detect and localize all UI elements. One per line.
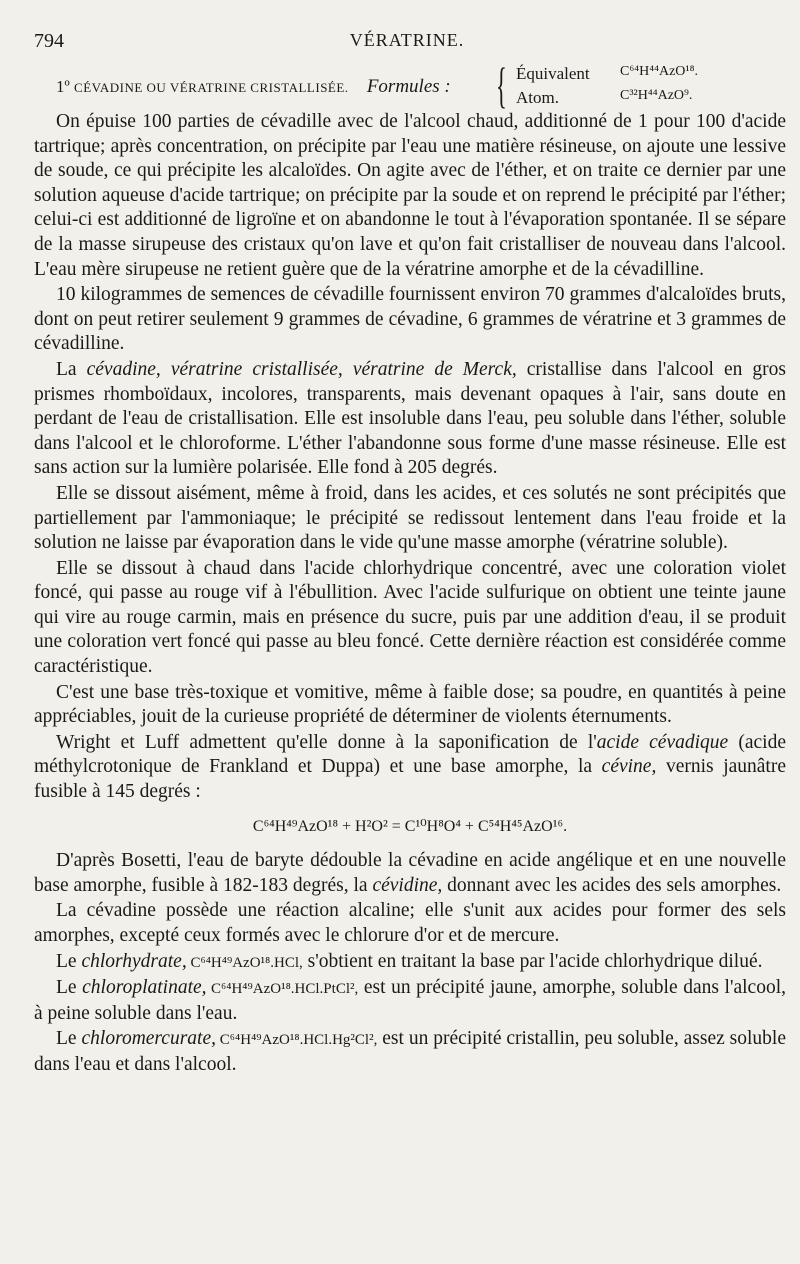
- section-name: CÉVADINE OU VÉRATRINE CRISTALLISÉE.: [74, 80, 349, 95]
- formulas-label: Formules :: [366, 76, 451, 97]
- formula-label: Équivalent: [516, 64, 590, 83]
- body-text: [34, 110, 786, 1079]
- section-title: [56, 76, 451, 98]
- formula-value: C³²H⁴⁴AzO⁹.: [620, 88, 693, 103]
- section-number: 1º: [56, 77, 70, 96]
- paragraph-solubility: Elle se dissout aisément, même à froid, dans les acides, et ces solutés ne sont précipités que partiellement par l'ammoniaque; le précipité se redissout lentement dans l'eau froide et la solution ne laisse par évaporation dans le vide qu'une masse amorphe (vératrine soluble).: [34, 482, 786, 554]
- paragraph-yield: 10 kilogrammes de semences de cévadille fournissent environ 70 grammes d'alcaloïdes bruts, dont on peut retirer seulement 9 grammes de cévadine, 6 grammes de vératrine et 3 grammes de cévadilline.: [34, 284, 786, 355]
- paragraph-salts: La cévadine possède une réaction alcaline; elle s'unit aux acides pour former des sels amorphes, excepté ceux formés avec le chlorure d'or et de mercure.: [34, 900, 786, 946]
- paragraph-chlorhydrate: Le chlorhydrate, C⁶⁴H⁴⁹AzO¹⁸.HCl, s'obtient en traitant la base par l'acide chlorhydrique dilué.: [56, 950, 763, 972]
- formula-equivalent: [516, 64, 698, 84]
- paragraph-bosetti: D'après Bosetti, l'eau de baryte dédouble la cévadine en acide angélique et en une nouvelle base amorphe, fusible à 182-183 degrés, la cévidine, donnant avec les acides des sels amorphes.: [34, 850, 786, 896]
- formula-atomic: [516, 88, 693, 108]
- brace-symbol: {: [496, 57, 507, 113]
- chemical-equation: C⁶⁴H⁴⁹AzO¹⁸ + H²O² = C¹⁰H⁸O⁴ + C⁵⁴H⁴⁵AzO¹⁶.: [252, 817, 568, 835]
- paragraph-extraction: On épuise 100 parties de cévadille avec de l'alcool chaud, additionné de 1 pour 100 d'acide tartrique; après concentration, on précipite par l'eau une matière résineuse, on ajoute une lessive de soude, ce qui précipite les alcaloïdes. On agite avec de l'éther, et on traite ce dernier par une solution aqueuse d'acide tartrique; on précipite par la soude et on reprend le précipité par l'éther; celui-ci est additionné de ligroïne et on abandonne le tout à l'évaporation spontanée. Il se sépare de la masse sirupeuse des cristaux qu'on lave et qu'on fait cristalliser de nouveau dans l'alcool. L'eau mère sirupeuse ne retient guère que de la vératrine amorphe et de la cévadilline.: [34, 111, 786, 280]
- page-header: [34, 30, 780, 56]
- paragraph-saponification: Wright et Luff admettent qu'elle donne à la saponification de l'acide cévadique (acide méthylcrotonique de Frankland et Duppa) et une base amorphe, la cévine, vernis jaunâtre fusible à 145 degrés :: [34, 731, 787, 803]
- paragraph-toxicity: C'est une base très-toxique et vomitive, même à faible dose; sa poudre, en quantités à peine appréciables, jouit de la curieuse propriété de déterminer de violents éternuments.: [34, 681, 786, 728]
- paragraph-coloration: Elle se dissout à chaud dans l'acide chlorhydrique concentré, avec une coloration violet foncé, qui passe au rouge vif à l'ébullition. Avec l'acide sulfurique on obtient une teinte jaune qui vire au rouge carmin, mais en présence du sucre, puis par une addition d'eau, il se produit une coloration vert foncé qui passe au bleu foncé. Cette dernière réaction est considérée comme caractéristique.: [34, 557, 786, 678]
- formula-label: Atom.: [516, 88, 559, 107]
- paragraph-chloromercurate: Le chloromercurate, C⁶⁴H⁴⁹AzO¹⁸.HCl.Hg²Cl², est un précipité cristallin, peu soluble, assez soluble dans l'eau et dans l'alcool.: [34, 1028, 787, 1075]
- page-number: 794: [34, 30, 64, 52]
- formula-value: C⁶⁴H⁴⁴AzO¹⁸.: [620, 64, 698, 79]
- running-title: VÉRATRINE.: [349, 30, 465, 50]
- paragraph-chloroplatinate: Le chloroplatinate, C⁶⁴H⁴⁹AzO¹⁸.HCl.PtCl², est un précipité jaune, amorphe, soluble dans l'alcool, à peine soluble dans l'eau.: [34, 977, 786, 1024]
- section-heading: [34, 57, 790, 113]
- paragraph-properties: La cévadine, vératrine cristallisée, vératrine de Merck, cristallise dans l'alcool en gros prismes rhomboïdaux, incolores, transparents, mais devenant opaques à l'air, sans doute en perdant de l'eau de cristallisation. Elle est insoluble dans l'eau, peu soluble dans l'éther, soluble dans l'alcool et le chloroforme. L'éther l'abandonne sous forme d'une masse résineuse. Elle est sans action sur la lumière polarisée. Elle fond à 205 degrés.: [34, 358, 786, 479]
